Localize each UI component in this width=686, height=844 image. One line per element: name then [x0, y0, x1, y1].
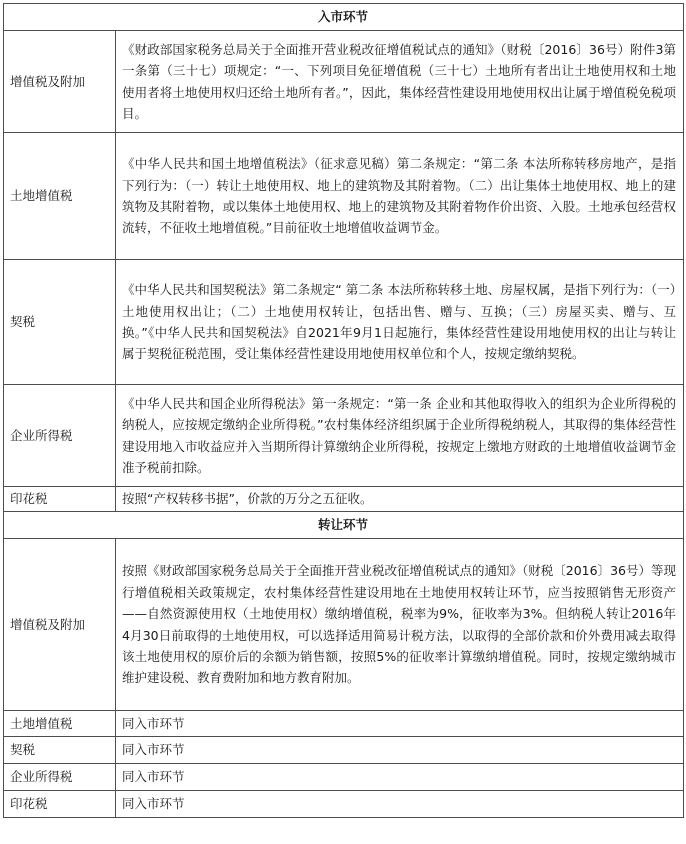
policy-text: 按照《财政部国家税务总局关于全面推开营业税改征增值税试点的通知》（财税〔2016〕36号）等现行增值税相关政策规定，农村集体经营性建设用地在土地使用权转让环节，应当按照销售无形资产——自然资源使用权（土地使用权）缴纳增值税，税率为9%，征收率为3%。但纳税人转让2016年4月30日前取得的土地使用权，可以选择适用简易计税方法，以取得的全部价款和价外费用减去取得该土地使用权的原价后的余额为销售额，按照5%的征收率计算缴纳增值税。同时，按规定缴纳城市维护建设税、教育费附加和地方教育附加。 [116, 539, 684, 711]
table-row [4, 260, 684, 385]
table-row [4, 737, 684, 764]
table-row [4, 764, 684, 791]
table-row [4, 133, 684, 260]
section-title: 转让环节 [4, 512, 684, 539]
tax-name: 契税 [4, 737, 116, 764]
tax-name: 增值税及附加 [4, 539, 116, 711]
policy-text: 《财政部国家税务总局关于全面推开营业税改征增值税试点的通知》（财税〔2016〕36号）附件3第一条第（三十七）项规定：“一、下列项目免征增值税（三十七）土地所有者出让土地使用权和土地使用者将土地使用权归还给土地所有者。”，因此，集体经营性建设用地使用权出让属于增值税免税项目。 [116, 31, 684, 133]
policy-text: 《中华人民共和国企业所得税法》第一条规定：“第一条 企业和其他取得收入的组织为企业所得税的纳税人，应按规定缴纳企业所得税。”农村集体经济组织属于企业所得税纳税人，其取得的集体经营性建设用地入市收益应并入当期所得计算缴纳企业所得税，按规定上缴地方财政的土地增值收益调节金准予税前扣除。 [116, 385, 684, 487]
section-title: 入市环节 [4, 4, 684, 31]
tax-name: 企业所得税 [4, 385, 116, 487]
tax-name: 印花税 [4, 487, 116, 512]
policy-text: 同入市环节 [116, 737, 684, 764]
section-header-row [4, 512, 684, 539]
policy-text: 同入市环节 [116, 791, 684, 818]
table-row [4, 791, 684, 818]
tax-name: 印花税 [4, 791, 116, 818]
table-row [4, 31, 684, 133]
table-row [4, 539, 684, 711]
policy-text: 《中华人民共和国契税法》第二条规定“ 第二条 本法所称转移土地、房屋权属，是指下列行为：（一）土地使用权出让；（二）土地使用权转让，包括出售、赠与、互换；（三）房屋买卖、赠与、互换。”《中华人民共和国契税法》自2021年9月1日起施行，集体经营性建设用地使用权的出让与转让属于契税征税范围，受让集体经营性建设用地使用权单位和个人，按规定缴纳契税。 [116, 260, 684, 385]
tax-policy-table [3, 3, 684, 818]
table-row [4, 385, 684, 487]
tax-name: 土地增值税 [4, 711, 116, 737]
tax-name: 企业所得税 [4, 764, 116, 791]
tax-name: 土地增值税 [4, 133, 116, 260]
table-row [4, 711, 684, 737]
table-row [4, 487, 684, 512]
policy-text: 同入市环节 [116, 764, 684, 791]
tax-name: 契税 [4, 260, 116, 385]
tax-name: 增值税及附加 [4, 31, 116, 133]
policy-text: 《中华人民共和国土地增值税法》（征求意见稿）第二条规定：“第二条 本法所称转移房地产，是指下列行为：（一）转让土地使用权、地上的建筑物及其附着物。（二）出让集体土地使用权、地上的建筑物及其附着物，或以集体土地使用权、地上的建筑物及其附着物作价出资、入股。土地承包经营权流转，不征收土地增值税。”目前征收土地增值收益调节金。 [116, 133, 684, 260]
policy-text: 按照“产权转移书据”，价款的万分之五征收。 [116, 487, 684, 512]
section-header-row [4, 4, 684, 31]
policy-text: 同入市环节 [116, 711, 684, 737]
